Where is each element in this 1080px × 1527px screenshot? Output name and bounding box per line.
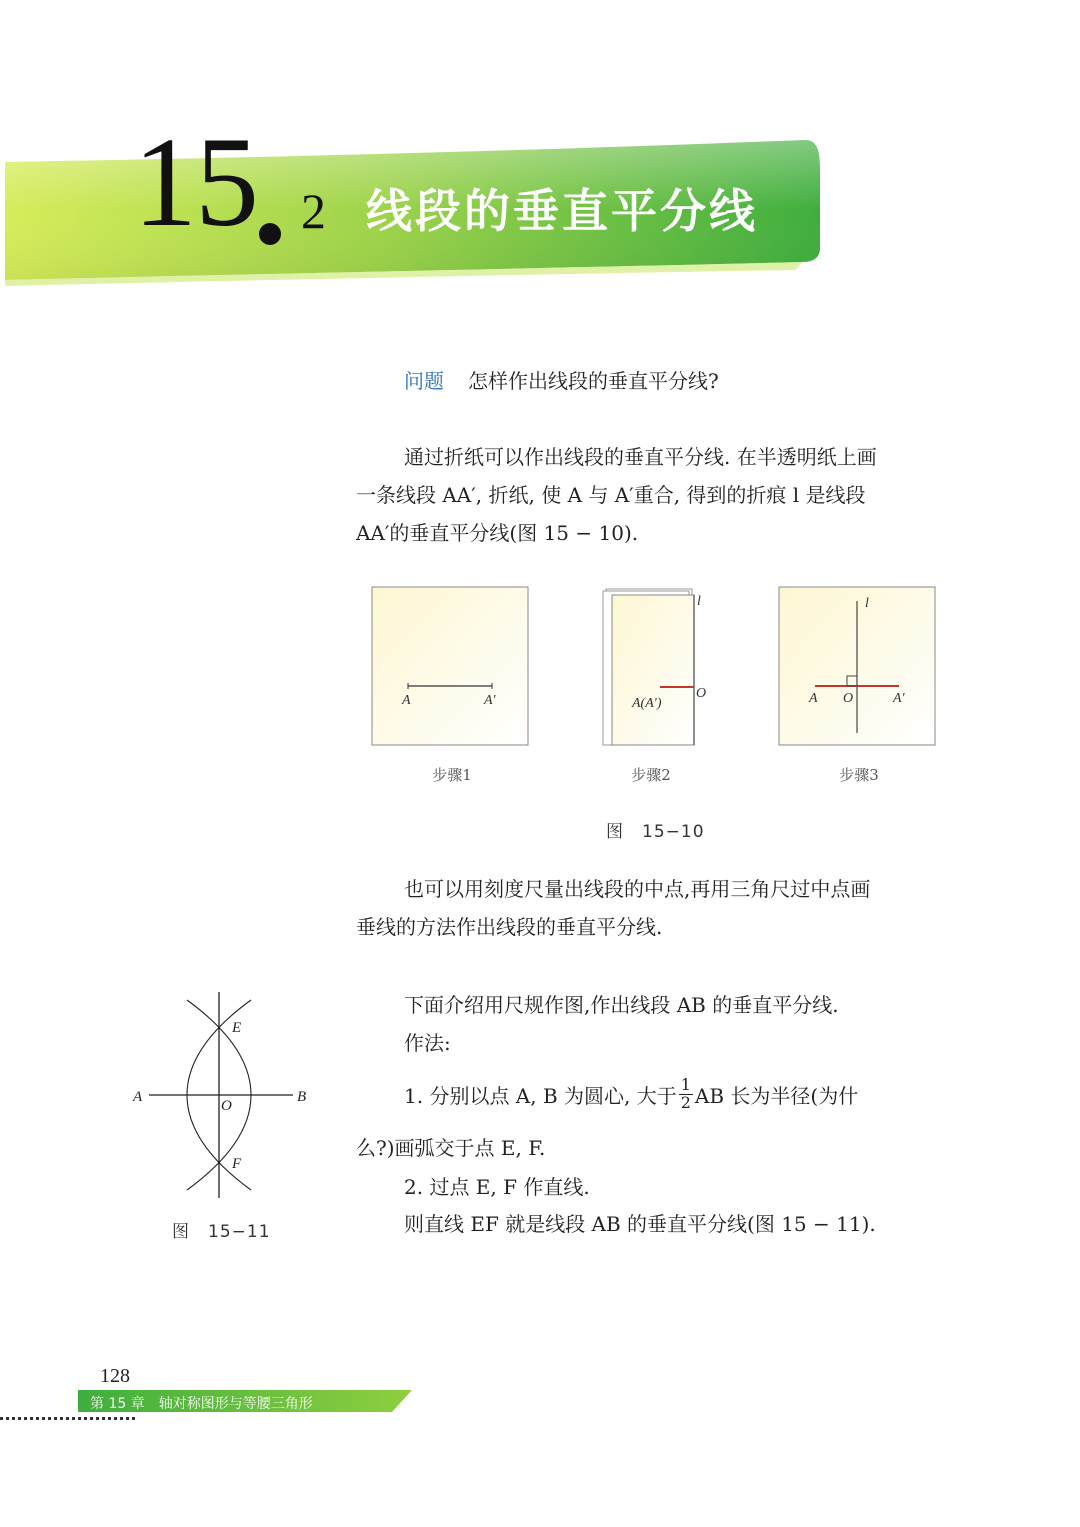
problem-text: 怎样作出线段的垂直平分线? — [468, 369, 719, 393]
method-step2: 2. 过点 E, F 作直线. — [404, 1175, 590, 1199]
footer-dots — [0, 1417, 135, 1424]
method-intro: 下面介绍用尺规作图,作出线段 AB 的垂直平分线. — [404, 993, 839, 1017]
method-label: 作法: — [404, 1031, 451, 1055]
method-step1-continued: 么?)画弧交于点 E, F. — [356, 1136, 546, 1160]
step1-caption: 步骤1 — [432, 766, 472, 784]
figure-step1 — [370, 585, 532, 750]
chapter-title: 第 15 章 轴对称图形与等腰三角形 — [90, 1396, 313, 1412]
section-title: 线段的垂直平分线 — [366, 184, 758, 238]
paragraph-ruler — [356, 870, 956, 946]
label-e: E — [232, 1020, 242, 1036]
fraction-denominator: 2 — [680, 1092, 691, 1112]
problem — [404, 368, 719, 394]
label-o: O — [221, 1098, 232, 1114]
method-step1-part-a: 1. 分别以点 A, B 为圆心, 大于 — [404, 1083, 677, 1108]
label-o: O — [696, 686, 707, 701]
label-a-a-prime: A(A′) — [632, 696, 662, 711]
problem-label: 问题 — [404, 369, 444, 393]
folded-paper — [612, 595, 694, 745]
paragraph-line: 通过折纸可以作出线段的垂直平分线. 在半透明纸上画 — [404, 445, 877, 469]
method-conclusion: 则直线 EF 就是线段 AB 的垂直平分线(图 15 − 11). — [404, 1212, 876, 1236]
label-l: l — [697, 594, 701, 609]
section-number-major: 15 — [133, 111, 257, 253]
page-number: 128 — [100, 1365, 130, 1387]
figure-step2 — [598, 585, 718, 750]
label-a: A — [809, 691, 818, 706]
step3-caption: 步骤3 — [839, 766, 879, 784]
paragraph-folding — [356, 438, 956, 552]
label-l: l — [865, 596, 869, 611]
label-a: A — [402, 693, 411, 708]
label-a: A — [133, 1089, 143, 1105]
figure-15-11 — [125, 988, 320, 1203]
label-b: B — [297, 1089, 307, 1105]
paper-sheet — [372, 587, 528, 745]
section-dot — [259, 223, 281, 245]
fraction-numerator: 1 — [680, 1075, 691, 1094]
paragraph-line: 一条线段 AA′, 折纸, 使 A 与 A′重合, 得到的折痕 l 是线段 — [356, 483, 866, 507]
method-step1 — [404, 1075, 859, 1115]
paragraph-line: AA′的垂直平分线(图 15 − 10). — [356, 521, 639, 545]
fraction-one-half — [679, 1077, 693, 1112]
section-number-minor: 2 — [301, 183, 326, 239]
paragraph-line: 也可以用刻度尺量出线段的中点,再用三角尺过中点画 — [404, 877, 871, 901]
figure-15-10-caption: 图 15−10 — [606, 822, 705, 842]
figure-step3 — [777, 585, 939, 750]
label-f: F — [232, 1156, 242, 1172]
label-a-prime: A′ — [484, 693, 496, 708]
figure-15-11-caption: 图 15−11 — [172, 1222, 271, 1242]
label-o: O — [843, 691, 854, 706]
label-a-prime: A′ — [893, 691, 905, 706]
step2-caption: 步骤2 — [631, 766, 671, 784]
method-step1-part-b: AB 长为半径(为什 — [694, 1083, 859, 1108]
paragraph-line: 垂线的方法作出线段的垂直平分线. — [356, 915, 663, 939]
